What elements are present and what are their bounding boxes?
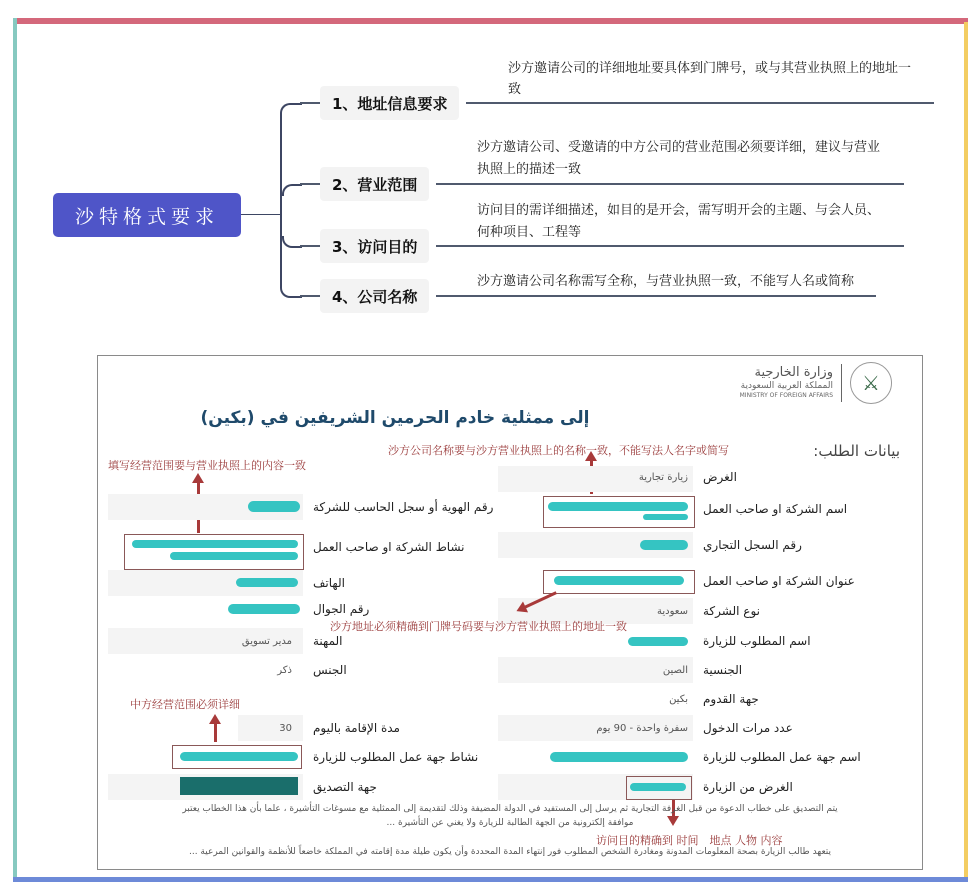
- frame-right-border: [964, 22, 968, 882]
- leaf-line: [436, 183, 904, 185]
- field-label: اسم الشركة او صاحب العمل: [703, 502, 848, 516]
- highlight-box: [543, 496, 695, 528]
- ministry-name: وزارة الخارجية: [754, 365, 833, 380]
- leaf-text-line1: 沙方邀请公司的详细地址要具体到门牌号，或与其营业执照上的地址一: [508, 61, 912, 76]
- annotation-address: 沙方地址必须精确到门牌号码要与沙方营业执照上的地址一致: [330, 620, 627, 633]
- redacted-value: [628, 637, 688, 646]
- invitation-letter-document: [97, 355, 923, 870]
- frame-bottom-border: [13, 877, 968, 882]
- field-label: نشاط جهة عمل المطلوب للزيارة: [313, 750, 479, 764]
- value-background: [238, 715, 303, 741]
- root-connector: [241, 214, 281, 215]
- field-row: [108, 774, 498, 800]
- field-row: [108, 715, 498, 741]
- field-label: جهة القدوم: [703, 692, 759, 706]
- field-label: عنوان الشركة او صاحب العمل: [703, 574, 855, 588]
- field-value: ذكر: [277, 665, 292, 676]
- ministry-subtitle: المملكة العربية السعودية: [740, 381, 833, 391]
- field-row: [108, 744, 498, 770]
- leaf-line: [466, 102, 934, 104]
- redacted-value: [548, 502, 688, 511]
- trunk-connector-upper: [280, 103, 302, 216]
- document-title: إلى ممثلية خادم الحرمين الشريفين في (بكين): [200, 408, 590, 428]
- leaf-text-line1: 访问目的需详细描述，如目的是开会，需写明开会的主题、与会人员、: [477, 203, 881, 218]
- branch-node: 2、营业范围: [320, 167, 429, 201]
- field-value: بكين: [669, 694, 688, 705]
- leaf-line: [436, 295, 876, 297]
- redacted-value: [643, 514, 688, 520]
- saudi-emblem-icon: ⚔: [850, 362, 892, 404]
- redacted-value: [554, 576, 684, 585]
- redacted-value: [170, 552, 298, 560]
- redacted-value: [550, 752, 688, 762]
- redacted-value: [248, 501, 300, 512]
- field-label: الجنسية: [703, 663, 743, 677]
- field-label: رقم الهوية أو سجل الحاسب للشركة: [313, 500, 494, 514]
- frame-top-border: [13, 18, 968, 24]
- field-label: مدة الإقامة باليوم: [313, 721, 400, 735]
- leaf-text-line2: 何种项目、工程等: [477, 225, 582, 240]
- field-label: عدد مرات الدخول: [703, 721, 793, 735]
- field-row: [498, 657, 918, 683]
- ministry-english: MINISTRY OF FOREIGN AFFAIRS: [739, 392, 833, 399]
- redacted-value: [132, 540, 298, 548]
- field-row: [498, 568, 918, 594]
- redacted-value: [640, 540, 688, 550]
- ministry-header: [740, 362, 892, 404]
- branch-2-connector: [282, 184, 302, 196]
- logo-separator: [841, 364, 842, 402]
- field-label: رقم الجوال: [313, 602, 370, 616]
- field-row: [498, 532, 918, 558]
- field-value: سفرة واحدة - 90 يوم: [596, 723, 688, 734]
- footer-line-2: موافقة إلكترونية من الجهة الطالبة للزيارة ولا يغني عن التأشيرة ...: [386, 818, 634, 828]
- field-row: [498, 715, 918, 741]
- branch-node: 3、访问目的: [320, 229, 429, 263]
- field-label: الغرض: [703, 470, 737, 484]
- leaf-text-line2: 致: [508, 82, 522, 97]
- field-label: الجنس: [313, 663, 347, 677]
- annotation-chinese-scope: 中方经营范围必须详细: [130, 698, 240, 711]
- field-row: [498, 744, 918, 770]
- mindmap-root-node: 沙特格式要求: [53, 193, 241, 237]
- branch-line: [300, 245, 320, 247]
- branch-line: [300, 183, 320, 185]
- field-label: اسم المطلوب للزيارة: [703, 634, 811, 648]
- field-value: 30: [279, 723, 292, 734]
- redacted-value: [236, 578, 298, 587]
- field-row: [498, 466, 918, 492]
- field-label: الهاتف: [313, 576, 345, 590]
- field-row: [108, 532, 498, 572]
- branch-line: [300, 295, 320, 297]
- field-label: نوع الشركة: [703, 604, 760, 618]
- field-row: [498, 774, 918, 800]
- redacted-value: [180, 777, 298, 795]
- annotation-purpose: 访问目的精确到 时间 地点 人物 内容: [596, 834, 783, 847]
- annotation-business-scope: 填写经营范围要与营业执照上的内容一致: [108, 459, 306, 472]
- field-row: [108, 570, 498, 596]
- field-label: اسم جهة عمل المطلوب للزيارة: [703, 750, 861, 764]
- field-label: جهة التصديق: [313, 780, 377, 794]
- footer-line-1: يتم التصديق على خطاب الدعوة من قبل الغرفة التجارية ثم يرسل إلى المستفيد في الدولة المضيفة وذلك لتقديمة إلى الممثلية مع مسوغات التأشيرة ، علما بأن هذا الخطاب يعتبر: [182, 804, 838, 814]
- field-label: رقم السجل التجاري: [703, 538, 802, 552]
- field-value: زيارة تجارية: [638, 472, 688, 483]
- section-label: بيانات الطلب:: [813, 442, 900, 460]
- field-row: [108, 657, 498, 683]
- frame-left-border: [13, 18, 17, 882]
- field-label: المهنة: [313, 634, 343, 648]
- field-value: مدير تسويق: [241, 636, 292, 647]
- field-label: الغرض من الزيارة: [703, 780, 793, 794]
- branch-node: 1、地址信息要求: [320, 86, 459, 120]
- trunk-connector-lower: [280, 214, 302, 298]
- redacted-value: [180, 752, 298, 761]
- field-value: الصين: [662, 665, 688, 676]
- branch-node: 4、公司名称: [320, 279, 429, 313]
- annotation-company-name: 沙方公司名称要与沙方营业执照上的名称一致，不能写法人名字或简写: [388, 444, 729, 457]
- field-value: سعودية: [657, 606, 688, 617]
- field-row: [108, 494, 498, 520]
- redacted-value: [228, 604, 300, 614]
- leaf-text-line1: 沙方邀请公司、受邀请的中方公司的营业范围必须要详细，建议与营业: [477, 140, 881, 155]
- leaf-text-line1: 沙方邀请公司名称需写全称，与营业执照一致，不能写人名或简称: [477, 274, 855, 289]
- leaf-text-line2: 执照上的描述一致: [477, 162, 582, 177]
- field-row: [498, 494, 918, 530]
- ministry-text: [740, 365, 833, 401]
- branch-line: [300, 102, 320, 104]
- field-row: [498, 686, 918, 712]
- leaf-line: [436, 245, 904, 247]
- redacted-value: [630, 783, 686, 791]
- field-label: نشاط الشركة او صاحب العمل: [313, 540, 465, 554]
- footer-line-3: يتعهد طالب الزيارة بصحة المعلومات المدونة ومغادرة الشخص المطلوب فور إنتهاء المدة المحددة وأن يكون طيلة مدة إقامته في المملكة خاضعاً للأنظمة والقوانين المرعية ...: [188, 847, 832, 857]
